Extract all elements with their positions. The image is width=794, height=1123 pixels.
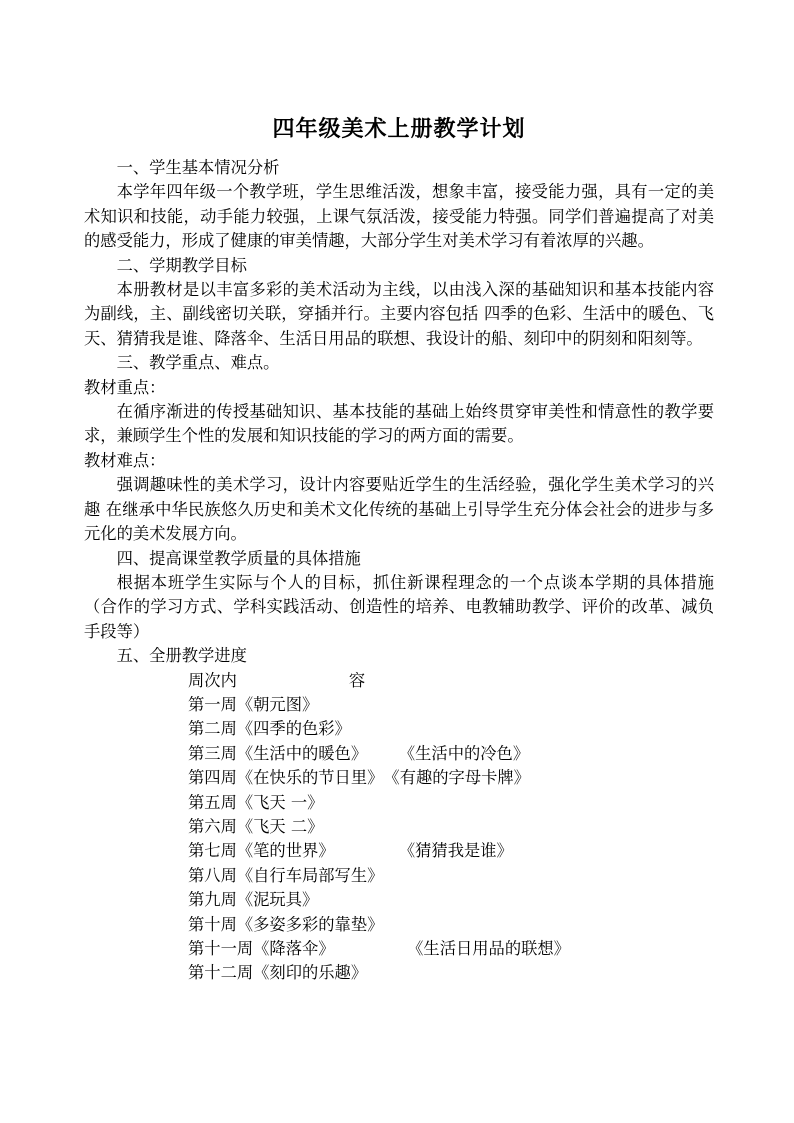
schedule-lesson-a: 《朝元图》: [236, 694, 319, 714]
schedule-row: [84, 717, 714, 741]
schedule-lesson-a: 《笔的世界》: [236, 841, 335, 861]
schedule-lesson-a: 《降落伞》: [253, 939, 335, 958]
key-points-text: 在循序渐进的传授基础知识、基本技能的基础上始终贯穿审美性和情意性的教学要求，兼顾学生个性的发展和知识技能的学习的两方面的需要。: [84, 402, 714, 446]
section-1-heading: 一、学生基本情况分析: [116, 158, 280, 177]
schedule-week: 第二周: [188, 719, 237, 739]
key-points-label: 教材重点：: [84, 377, 166, 397]
section-2-text: 本册教材是以丰富多彩的美术活动为主线，以由浅入深的基础知识和基本技能内容为副线，主、副线密切关联，穿插并行。主要内容包括 四季的色彩、生活中的暖色、飞天、猜猜我是谁、降落伞、生活日用品的联想、我设计的船、刻印中的阴刻和阳刻等。: [84, 280, 714, 348]
schedule-week: 第五周: [188, 792, 237, 812]
schedule-row: [84, 961, 714, 985]
schedule-week: 第一周: [188, 694, 237, 714]
schedule-header-content: 容: [348, 670, 366, 690]
section-2-heading: 二、学期教学目标: [116, 255, 247, 275]
schedule-header-week: 周次内: [188, 670, 237, 690]
schedule-row: [84, 913, 714, 937]
schedule-row: [84, 888, 714, 912]
schedule-lesson-a: 《多姿多彩的靠垫》: [236, 914, 384, 934]
difficult-points-text: 强调趣味性的美术学习，设计内容要贴近学生的生活经验，强化学生美术学习的兴趣 在继承中华民族悠久历史和美术文化传统的基础上引导学生充分体会社会的进步与多元化的美术发展方向。: [84, 475, 714, 544]
schedule-lesson-a: 《四季的色彩》: [236, 719, 351, 739]
schedule-lesson-a: 《泥玩具》: [236, 890, 319, 910]
schedule-week: 第七周: [188, 841, 237, 861]
difficult-points-label: 教材难点：: [84, 450, 166, 470]
schedule-week: 第十一周: [188, 939, 254, 958]
schedule-week: 第十周: [188, 914, 237, 934]
schedule-row: [84, 864, 714, 888]
section-4-heading: 四、提高课堂教学质量的具体措施: [116, 548, 361, 568]
schedule-lesson-a: 《生活中的暖色》: [236, 743, 368, 763]
schedule-lesson-b: 《猜猜我是谁》: [398, 841, 513, 861]
document-page: [84, 112, 714, 986]
schedule-lesson-a: 《飞天 二》: [236, 816, 324, 836]
schedule-week: 第三周: [188, 743, 237, 763]
section-3-heading: 三、教学重点、难点。: [116, 353, 280, 373]
schedule-lesson-b: 《生活日用品的联想》: [407, 939, 570, 958]
schedule-row: [84, 815, 714, 839]
schedule-week: 第十二周: [188, 963, 254, 983]
schedule-week: 第八周: [188, 865, 237, 885]
document-title: 四年级美术上册教学计划: [272, 117, 526, 142]
schedule-lesson-a: 《在快乐的节日里》: [236, 768, 384, 788]
section-1-text: 本学年四年级一个教学班，学生思维活泼，想象丰富，接受能力强，具有一定的美术知识和技能，动手能力较强，上课气氛活泼，接受能力特强。同学们普遍提高了对美的感受能力，形成了健康的审美情趣，大部分学生对美术学习有着浓厚的兴趣。: [84, 182, 714, 251]
section-5-heading: 五、全册教学进度: [116, 646, 247, 666]
schedule-lesson-a: 《刻印的乐趣》: [253, 963, 368, 983]
schedule-lesson-b: 《生活中的冷色》: [398, 743, 530, 763]
schedule-row: [84, 742, 714, 766]
schedule-week: 第九周: [188, 890, 237, 910]
schedule-lesson-b: 《有趣的字母卡牌》: [383, 768, 530, 788]
schedule-row: [84, 937, 714, 961]
schedule-row: [84, 791, 714, 815]
schedule-week: 第六周: [188, 816, 237, 836]
schedule-list: [84, 669, 714, 986]
schedule-row: [84, 693, 714, 717]
schedule-header: [84, 669, 714, 693]
schedule-row: [84, 766, 714, 790]
schedule-row: [84, 839, 714, 863]
section-4-text: 根据本班学生实际与个人的目标，抓住新课程理念的一个点谈本学期的具体措施（合作的学习方式、学科实践活动、创造性的培养、电教辅助教学、评价的改革、减负手段等）: [84, 572, 714, 641]
schedule-lesson-a: 《飞天 一》: [236, 792, 324, 812]
schedule-week: 第四周: [188, 768, 237, 788]
schedule-lesson-a: 《自行车局部写生》: [236, 865, 384, 885]
